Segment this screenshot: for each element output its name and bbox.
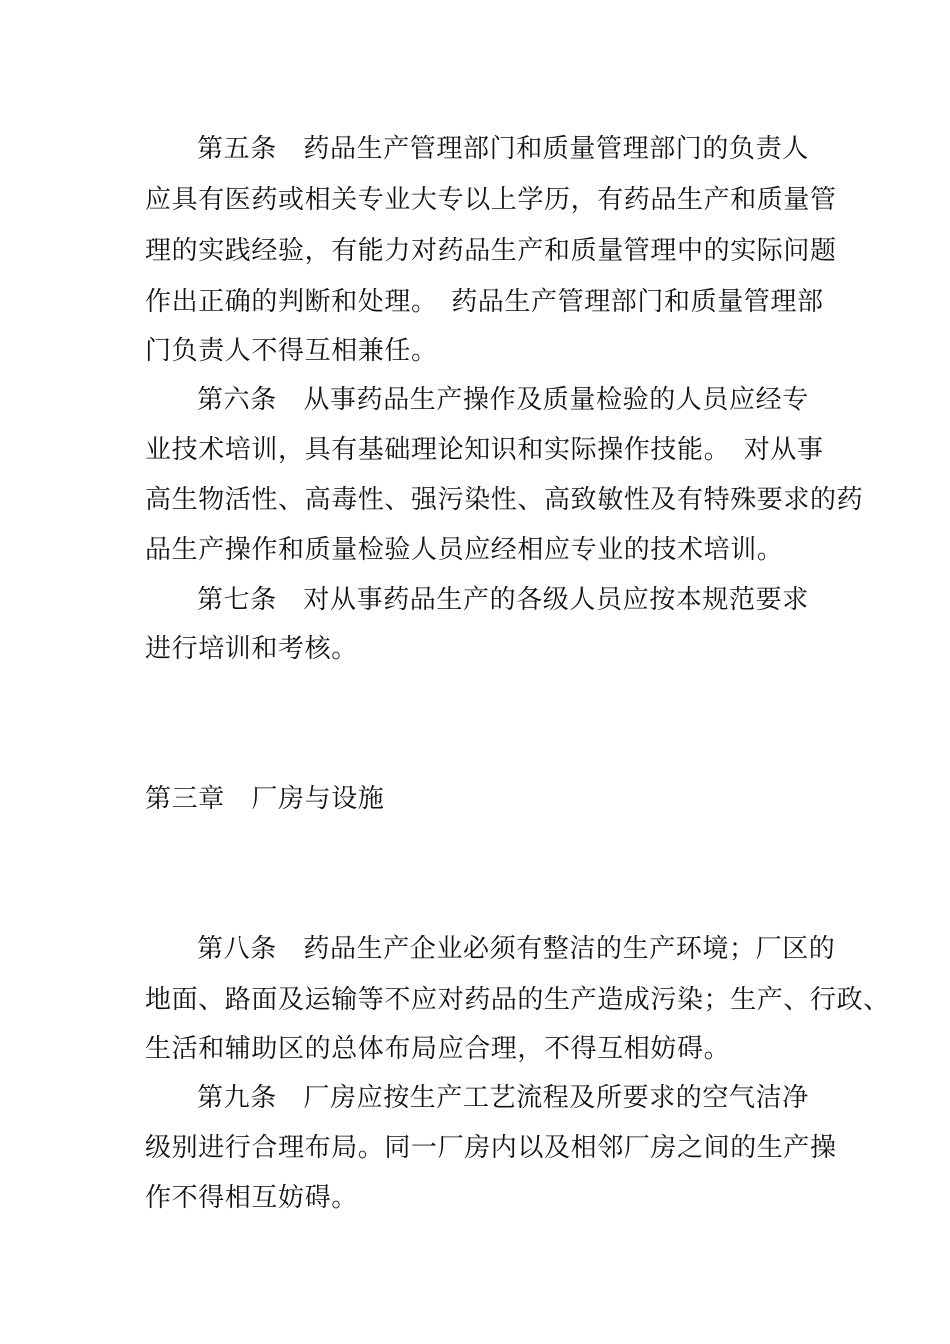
article-5-line-1: 第五条 药品生产管理部门和质量管理部门的负责人 [197, 134, 809, 164]
article-5-line-5: 门负责人不得互相兼任。 [145, 336, 438, 366]
article-6-line-3: 高生物活性、高毒性、强污染性、高致敏性及有特殊要求的药 [145, 485, 864, 515]
article-6-line-4: 品生产操作和质量检验人员应经相应专业的技术培训。 [145, 535, 784, 565]
article-8-line-2: 地面、路面及运输等不应对药品的生产造成污染；生产、行政、 [145, 985, 890, 1015]
chapter-heading: 第三章 厂房与设施 [145, 784, 385, 814]
article-8-line-1: 第八条 药品生产企业必须有整洁的生产环境；厂区的 [197, 934, 836, 964]
article-7-line-1: 第七条 对从事药品生产的各级人员应按本规范要求 [197, 585, 809, 615]
article-8-line-3: 生活和辅助区的总体布局应合理，不得互相妨碍。 [145, 1034, 731, 1064]
article-9-line-2: 级别进行合理布局。同一厂房内以及相邻厂房之间的生产操 [145, 1133, 837, 1163]
article-9-line-3: 作不得相互妨碍。 [145, 1183, 358, 1213]
article-5-line-2: 应具有医药或相关专业大专以上学历，有药品生产和质量管 [145, 185, 837, 215]
article-6-line-1: 第六条 从事药品生产操作及质量检验的人员应经专 [197, 385, 809, 415]
article-7-line-2: 进行培训和考核。 [145, 634, 358, 664]
article-6-line-2: 业技术培训，具有基础理论知识和实际操作技能。 对从事 [145, 435, 824, 465]
article-5-line-4: 作出正确的判断和处理。 药品生产管理部门和质量管理部 [145, 287, 824, 317]
article-5-line-3: 理的实践经验，有能力对药品生产和质量管理中的实际问题 [145, 236, 837, 266]
article-9-line-1: 第九条 厂房应按生产工艺流程及所要求的空气洁净 [197, 1083, 809, 1113]
